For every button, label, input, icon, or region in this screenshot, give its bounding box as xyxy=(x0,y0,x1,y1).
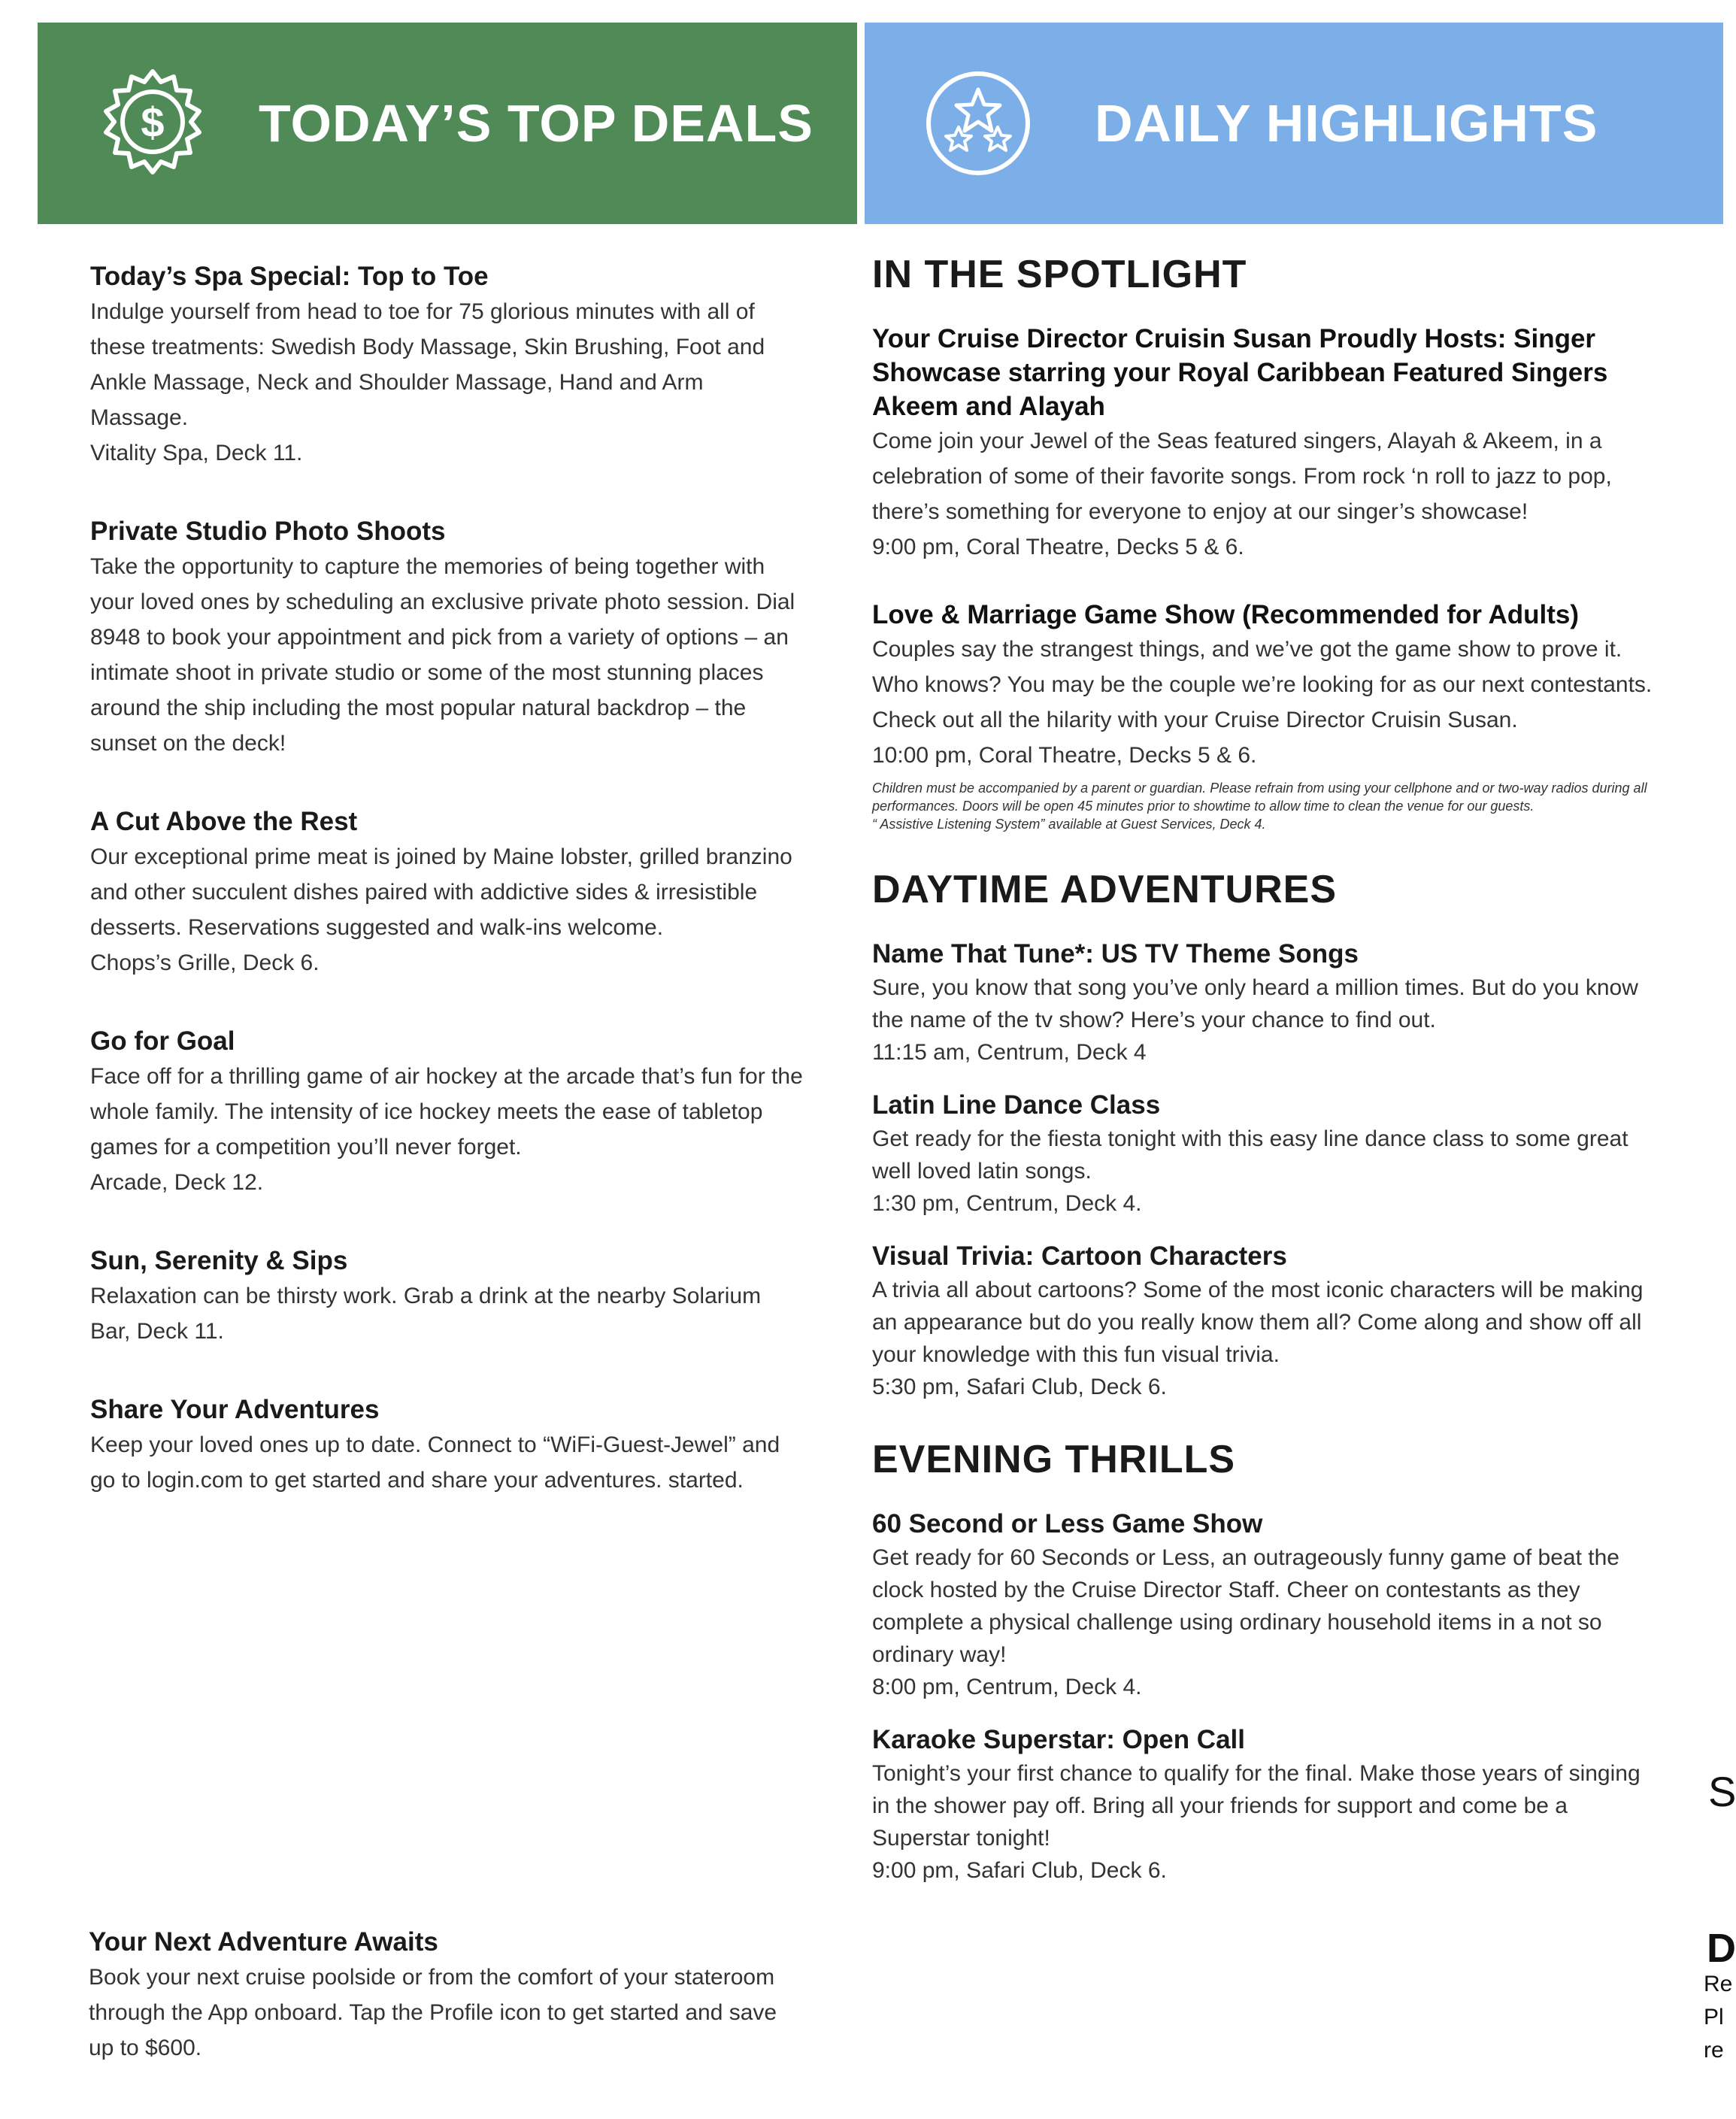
spotlight-title: Love & Marriage Game Show (Recommended for Adults) xyxy=(872,600,1579,629)
evening-heading: EVENING THRILLS xyxy=(872,1438,1236,1481)
evening-time: 8:00 pm, Centrum, Deck 4. xyxy=(872,1675,1142,1699)
edge-fragment: Pl xyxy=(1704,2005,1724,2030)
deal-text: Face off for a thrilling game of air hockey at the arcade that’s fun for the whole family. The intensity of ice hockey meets the ease of tabletop games for a competition you’ll never forget. xyxy=(90,1064,803,1160)
daytime-item xyxy=(872,1239,1662,1403)
performance-notice: Children must be accompanied by a parent or guardian. Please refrain from using your cellphone and or two-way radios during all performances. Doors will be open 45 minutes prior to showtime to allow time to clean the venue for our guests. xyxy=(872,781,1647,814)
top-deals-column xyxy=(90,259,804,1542)
evening-section xyxy=(872,1433,1662,1887)
evening-text: Get ready for 60 Seconds or Less, an outrageously funny game of beat the clock hosted by the Cruise Director Staff. Cheer on contestants as they complete a physical challenge using ordinary household items in a not so ordinary way! xyxy=(872,1545,1619,1667)
edge-fragment: re xyxy=(1704,2038,1724,2063)
evening-item xyxy=(872,1723,1662,1887)
daytime-section xyxy=(872,863,1662,1403)
daytime-text: A trivia all about cartoons? Some of the most iconic characters will be making an appearance but do you really know them all? Come along and show off all your knowledge with this fun visual trivia. xyxy=(872,1278,1644,1367)
edge-fragment: D xyxy=(1707,1926,1736,1971)
deal-location: Vitality Spa, Deck 11. xyxy=(90,441,303,465)
evening-time: 9:00 pm, Safari Club, Deck 6. xyxy=(872,1858,1167,1883)
top-deals-title: TODAY’S TOP DEALS xyxy=(259,94,813,153)
svg-text:$: $ xyxy=(141,99,165,146)
daytime-text: Sure, you know that song you’ve only heard a million times. But do you know the name of the tv show? Here’s your chance to find out. xyxy=(872,975,1638,1032)
spotlight-item xyxy=(872,322,1662,565)
deal-title: Private Studio Photo Shoots xyxy=(90,517,446,546)
deal-text: Keep your loved ones up to date. Connect to “WiFi-Guest-Jewel” and go to login.com to get started and share your adventures. started. xyxy=(90,1432,780,1493)
deal-text: Relaxation can be thirsty work. Grab a drink at the nearby Solarium Bar, Deck 11. xyxy=(90,1284,762,1344)
assistive-listening-notice: “ Assistive Listening System” available at Guest Services, Deck 4. xyxy=(872,817,1266,832)
daily-highlights-title: DAILY HIGHLIGHTS xyxy=(1095,94,1598,153)
daytime-title: Latin Line Dance Class xyxy=(872,1090,1161,1120)
deal-location: Arcade, Deck 12. xyxy=(90,1170,264,1195)
deal-title: A Cut Above the Rest xyxy=(90,807,358,836)
spotlight-text: Couples say the strangest things, and we’ve got the game show to prove it. Who knows? You may be the couple we’re looking for as our next contestants. Check out all the hilarity with your Cruise Director Cruisin Susan. xyxy=(872,637,1653,732)
deal-text: Take the opportunity to capture the memories of being together with your loved ones by scheduling an exclusive private photo session. Dial 8948 to book your appointment and pick from a variety of options – an intimate shoot in private studio or some of the most stunning places around the ship including the most popular natural backdrop – the sunset on the deck! xyxy=(90,554,795,756)
daytime-heading: DAYTIME ADVENTURES xyxy=(872,868,1338,911)
daytime-title: Visual Trivia: Cartoon Characters xyxy=(872,1241,1287,1271)
spotlight-title: Your Cruise Director Cruisin Susan Proudly Hosts: Singer Showcase starring your Royal Caribbean Featured Singers Akeem and Alayah xyxy=(872,324,1608,421)
daytime-item xyxy=(872,937,1662,1069)
daytime-title: Name That Tune*: US TV Theme Songs xyxy=(872,939,1359,969)
evening-title: 60 Second or Less Game Show xyxy=(872,1509,1263,1538)
daytime-time: 11:15 am, Centrum, Deck 4 xyxy=(872,1040,1147,1065)
evening-item xyxy=(872,1507,1662,1703)
edge-fragment: S xyxy=(1708,1768,1736,1815)
deal-item xyxy=(90,1393,804,1498)
deal-item xyxy=(90,805,804,981)
deal-title: Share Your Adventures xyxy=(90,1395,380,1424)
daytime-item xyxy=(872,1088,1662,1220)
spotlight-section xyxy=(872,248,1662,833)
deal-text: Our exceptional prime meat is joined by Maine lobster, grilled branzino and other succulent dishes paired with addictive sides & irresistible desserts. Reservations suggested and walk-ins welcome. xyxy=(90,844,792,940)
daily-highlights-column xyxy=(872,248,1662,1917)
deal-item xyxy=(90,1024,804,1200)
dollar-badge-icon xyxy=(96,67,209,180)
daytime-time: 5:30 pm, Safari Club, Deck 6. xyxy=(872,1375,1167,1399)
deal-title: Today’s Spa Special: Top to Toe xyxy=(90,262,489,291)
deal-item xyxy=(90,259,804,471)
stars-circle-icon xyxy=(922,67,1035,180)
spotlight-time: 9:00 pm, Coral Theatre, Decks 5 & 6. xyxy=(872,535,1244,559)
evening-text: Tonight’s your first chance to qualify for the final. Make those years of singing in the shower pay off. Bring all your friends for support and come be a Superstar tonight! xyxy=(872,1761,1641,1851)
spotlight-text: Come join your Jewel of the Seas featured singers, Alayah & Akeem, in a celebration of some of their favorite songs. From rock ‘n roll to jazz to pop, there’s something for everyone to enjoy at our singer’s showcase! xyxy=(872,429,1612,524)
deal-item xyxy=(90,1244,804,1349)
spotlight-heading: IN THE SPOTLIGHT xyxy=(872,253,1247,296)
next-adventure-title: Your Next Adventure Awaits xyxy=(89,1927,438,1957)
daily-highlights-banner xyxy=(865,23,1723,224)
deal-title: Go for Goal xyxy=(90,1026,235,1056)
deal-title: Sun, Serenity & Sips xyxy=(90,1246,348,1275)
deal-item xyxy=(90,514,804,761)
daytime-text: Get ready for the fiesta tonight with this easy line dance class to some great well loved latin songs. xyxy=(872,1126,1628,1184)
top-deals-banner xyxy=(38,23,857,224)
edge-fragment: Re xyxy=(1704,1972,1733,1996)
spotlight-item xyxy=(872,598,1662,773)
evening-title: Karaoke Superstar: Open Call xyxy=(872,1725,1245,1754)
next-adventure-block xyxy=(89,1925,803,2066)
next-adventure-text: Book your next cruise poolside or from the comfort of your stateroom through the App onboard. Tap the Profile icon to get started and save up to $600. xyxy=(89,1965,777,2060)
deal-location: Chops’s Grille, Deck 6. xyxy=(90,950,320,975)
daytime-time: 1:30 pm, Centrum, Deck 4. xyxy=(872,1191,1142,1216)
deal-text: Indulge yourself from head to toe for 75 glorious minutes with all of these treatments: Swedish Body Massage, Skin Brushing, Foot and Ankle Massage, Neck and Shoulder Massage, Hand and Arm Massage. xyxy=(90,299,765,430)
spotlight-time: 10:00 pm, Coral Theatre, Decks 5 & 6. xyxy=(872,743,1257,768)
